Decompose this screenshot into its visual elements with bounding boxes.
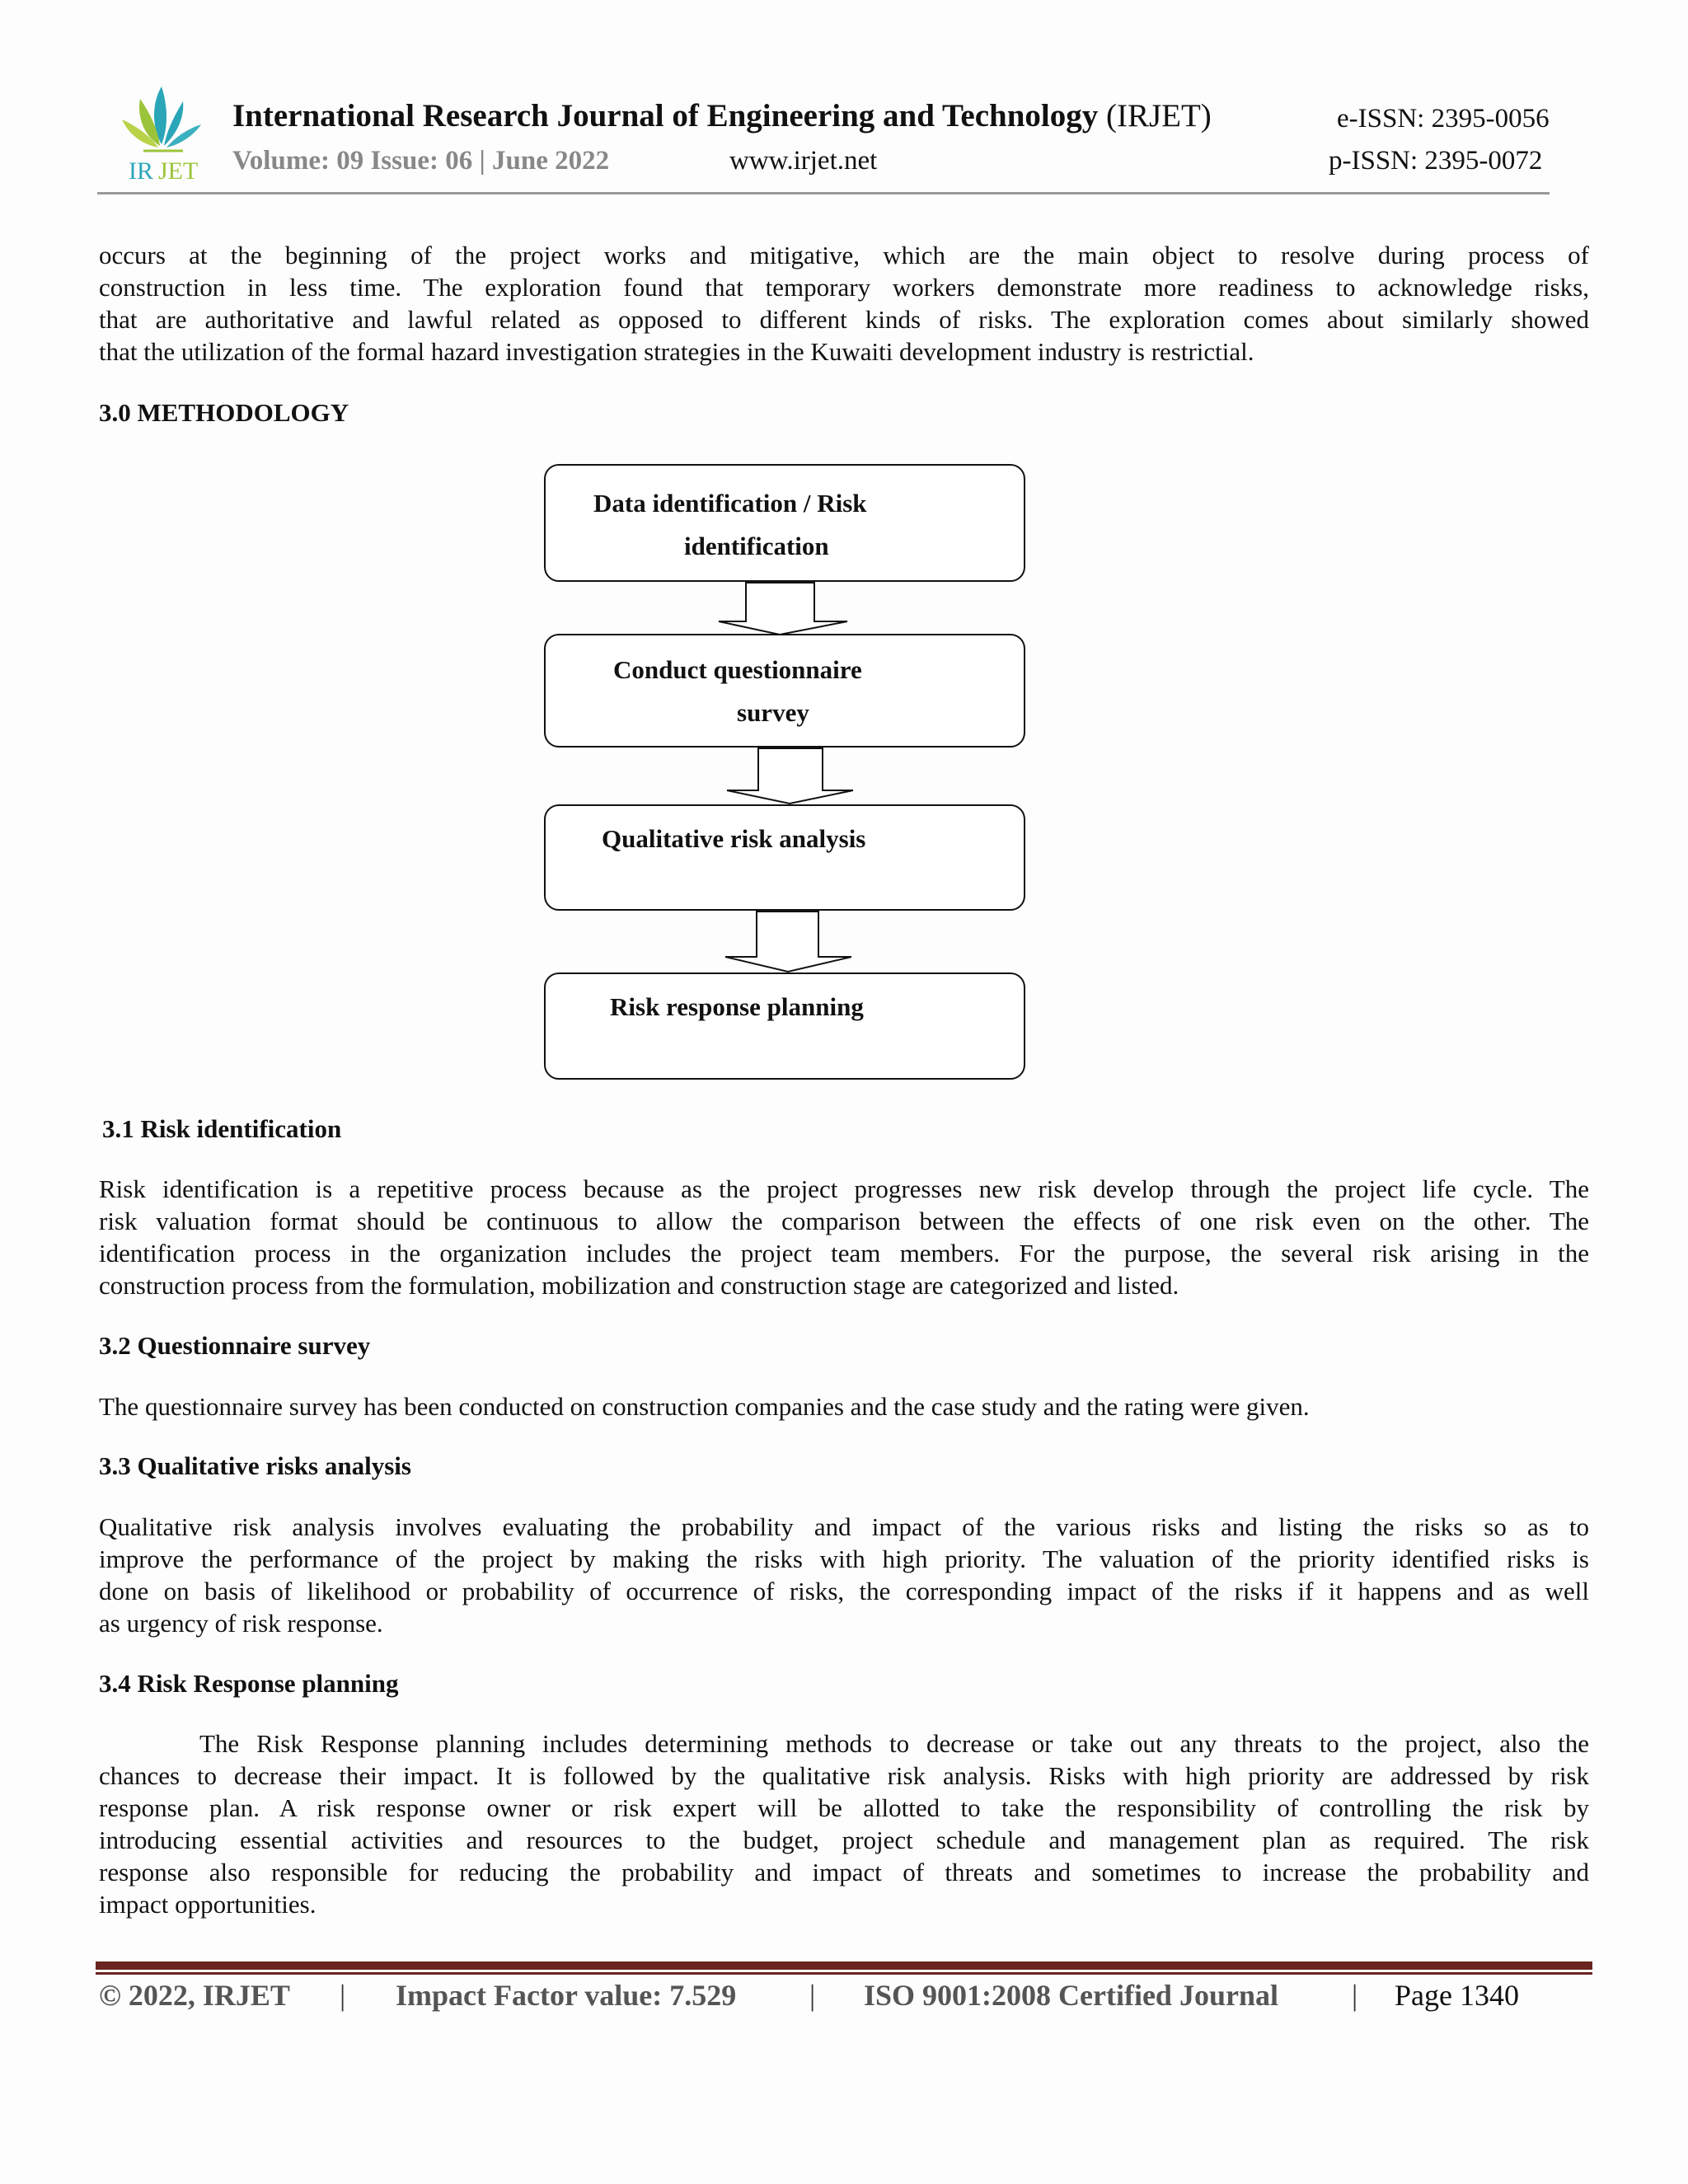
flow-step-qualitative-risk-analysis: Qualitative risk analysis <box>544 804 1025 911</box>
journal-title: International Research Journal of Engineering and Technology (IRJET) <box>232 98 1212 134</box>
header-divider <box>97 192 1550 194</box>
footer-separator: | <box>340 1979 346 2012</box>
footer-copyright: © 2022, IRJET <box>99 1979 290 2012</box>
e-issn: e-ISSN: 2395-0056 <box>1337 104 1550 134</box>
text-line: response also responsible for reducing the probability and impact of threats and sometimes to increase the probability and <box>99 1858 1589 1886</box>
section-paragraph-qualitative-analysis <box>99 1511 1589 1639</box>
down-arrow-icon <box>724 911 856 973</box>
flow-step-questionnaire-survey: Conduct questionnaire survey <box>544 634 1025 748</box>
svg-text:IR: IR <box>129 157 153 185</box>
text-line: occurs at the beginning of the project works and mitigative, which are the main object to resolve during process of <box>99 241 1589 269</box>
down-arrow-icon <box>725 748 857 805</box>
text-line: introducing essential activities and resources to the budget, project schedule and management plan as required. The risk <box>99 1825 1589 1854</box>
footer-impact-factor: Impact Factor value: 7.529 <box>396 1979 737 2012</box>
footer-divider-thin <box>96 1972 1592 1975</box>
methodology-heading: 3.0 METHODOLOGY <box>99 398 349 427</box>
section-heading-risk-response: 3.4 Risk Response planning <box>99 1669 399 1698</box>
section-heading-questionnaire-survey: 3.2 Questionnaire survey <box>99 1331 371 1360</box>
text-line: improve the performance of the project by making the risks with high priority. The valuation of the priority identified risks is <box>99 1544 1589 1573</box>
flow-step-data-identification: Data identification / Risk identification <box>544 464 1025 582</box>
footer-separator: | <box>1352 1979 1358 2012</box>
text-line: that the utilization of the formal hazard investigation strategies in the Kuwaiti development industry is restrictial. <box>99 337 1254 366</box>
section-paragraph-risk-identification <box>99 1173 1589 1301</box>
text-line: impact opportunities. <box>99 1890 316 1919</box>
intro-paragraph <box>99 239 1589 368</box>
text-line: Risk identification is a repetitive process because as the project progresses new risk develop through the project life cycle. The <box>99 1174 1589 1203</box>
text-line: identification process in the organization includes the project team members. For the purpose, the several risk arising in the <box>99 1239 1589 1268</box>
p-issn: p-ISSN: 2395-0072 <box>1329 146 1543 176</box>
text-line: construction in less time. The exploration found that temporary workers demonstrate more readiness to acknowledge risks, <box>99 273 1589 302</box>
section-heading-qualitative-analysis: 3.3 Qualitative risks analysis <box>99 1451 411 1480</box>
irjet-logo <box>119 87 205 185</box>
section-heading-risk-identification: 3.1 Risk identification <box>102 1114 342 1143</box>
text-line: as urgency of risk response. <box>99 1609 383 1638</box>
text-line: The questionnaire survey has been conducted on construction companies and the case study and the rating were given. <box>99 1392 1310 1421</box>
website-link[interactable]: www.irjet.net <box>729 146 878 176</box>
text-line: done on basis of likelihood or probability of occurrence of risks, the corresponding impact of the risks if it happens and as well <box>99 1577 1589 1605</box>
text-line: construction process from the formulation, mobilization and construction stage are categorized and listed. <box>99 1271 1179 1300</box>
down-arrow-icon <box>717 582 849 636</box>
text-line: The Risk Response planning includes determining methods to decrease or take out any threats to the project, also the <box>199 1729 1589 1758</box>
text-line: response plan. A risk response owner or risk expert will be allotted to take the responsibility of controlling the risk by <box>99 1793 1589 1822</box>
footer-page-number: Page 1340 <box>1395 1979 1519 2012</box>
footer-separator: | <box>809 1979 816 2012</box>
text-line: that are authoritative and lawful related as opposed to different kinds of risks. The exploration comes about similarly showed <box>99 305 1589 334</box>
volume-issue: Volume: 09 Issue: 06 | June 2022 <box>232 146 610 176</box>
flow-step-risk-response-planning: Risk response planning <box>544 972 1025 1080</box>
text-line: chances to decrease their impact. It is followed by the qualitative risk analysis. Risks with high priority are addressed by risk <box>99 1761 1589 1790</box>
section-paragraph-risk-response <box>99 1727 1589 1920</box>
footer-iso: ISO 9001:2008 Certified Journal <box>864 1979 1278 2012</box>
section-paragraph-questionnaire-survey <box>99 1390 1589 1422</box>
svg-text:JET: JET <box>158 157 199 185</box>
text-line: risk valuation format should be continuous to allow the comparison between the effects of one risk even on the other. The <box>99 1207 1589 1235</box>
text-line: Qualitative risk analysis involves evaluating the probability and impact of the various risks and listing the risks so as to <box>99 1512 1589 1541</box>
footer-divider <box>96 1961 1592 1970</box>
